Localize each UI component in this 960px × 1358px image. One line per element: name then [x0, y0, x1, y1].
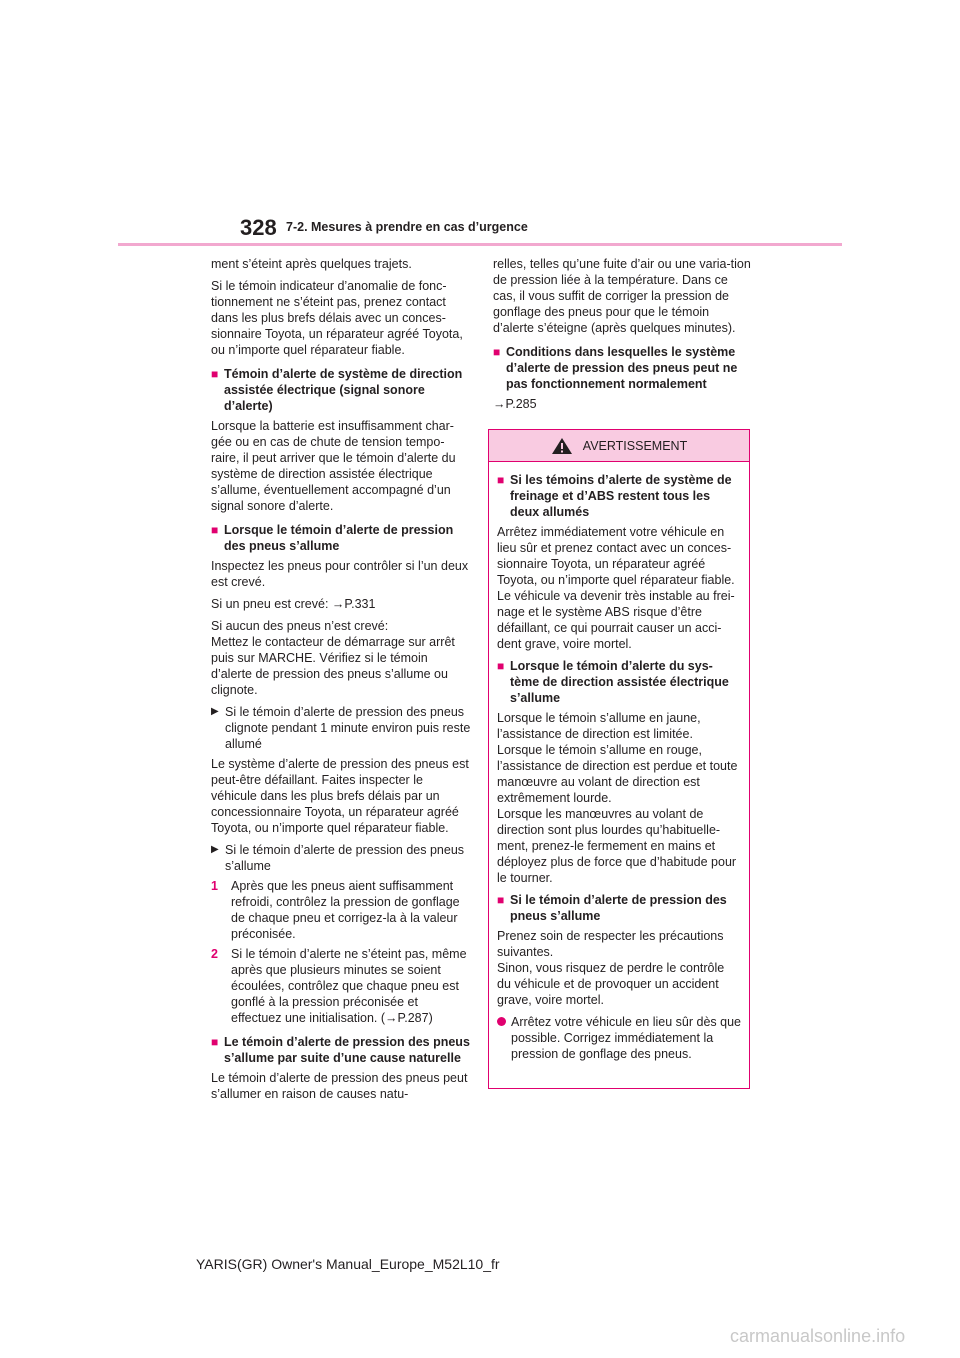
square-bullet-icon: ■	[211, 1035, 219, 1049]
arrow-item	[211, 704, 471, 752]
bullet-text: Arrêtez votre véhicule en lieu sûr dès que possible. Corrigez immédiatement la pression de gonflage des pneus.	[511, 1015, 741, 1061]
heading-text: Lorsque le témoin d’alerte de pression des pneus s’allume	[224, 523, 454, 553]
step-item	[211, 946, 471, 1026]
heading-text: Si le témoin d’alerte de pression des pneus s’allume	[510, 893, 727, 923]
heading-text: Lorsque le témoin d’alerte du sys-tème de direction assistée électrique s’allume	[510, 659, 729, 705]
heading-text: Témoin d’alerte de système de direction assistée électrique (signal sonore d’alerte)	[224, 367, 463, 413]
paragraph: Lorsque le témoin s’allume en rouge, l’assistance de direction est perdue et toute manœuvre au volant de direction est extrêmement lourde.	[497, 743, 738, 805]
step-item	[211, 878, 471, 942]
left-column	[211, 256, 471, 1108]
square-bullet-icon: ■	[211, 523, 219, 537]
paragraph: relles, telles qu’une fuite d’air ou une varia-tion de pression liée à la température. Dans ce cas, il vous suffit de corriger la pression de gonflage des pneus pour que le témoin d’alerte s’éteigne (après quelques minutes).	[493, 257, 751, 335]
paragraph: Le système d’alerte de pression des pneus est peut-être défaillant. Faites inspecter le véhicule dans les plus brefs délais par un concessionnaire Toyota, un réparateur agréé Toyota, ou n’importe quel réparateur fiable.	[211, 757, 469, 835]
header-divider	[118, 243, 842, 246]
heading-text: Le témoin d’alerte de pression des pneus s’allume par suite d’une cause naturelle	[224, 1035, 470, 1065]
section-heading	[211, 1034, 471, 1066]
arrow-right-icon: ▶	[211, 844, 219, 855]
arrow-item-text: Si le témoin d’alerte de pression des pneus clignote pendant 1 minute environ puis reste allumé	[225, 705, 471, 751]
square-bullet-icon: ■	[493, 345, 501, 359]
section-heading	[493, 344, 753, 392]
paragraph: Lorsque les manœuvres au volant de direction sont plus lourdes qu’habituelle-ment, prenez-le fermement en mains et déployez plus de force que d’habitude pour le tourner.	[497, 807, 737, 885]
arrow-item	[211, 842, 471, 874]
paragraph: Lorsque la batterie est insuffisamment char-gée ou en cas de chute de tension tempo-raire, il peut arriver que le témoin d’alerte du système de direction assistée électrique s’allume, éventuellement accompagné d’un signal sonore d’alerte.	[211, 419, 456, 513]
paragraph: Inspectez les pneus pour contrôler si l’un deux est crevé.	[211, 559, 469, 589]
paragraph: Arrêtez immédiatement votre véhicule en lieu sûr et prenez contact avec un conces-sionnaire Toyota, un réparateur agréé Toyota, ou n’importe quel réparateur fiable.	[497, 525, 735, 587]
warning-triangle-icon	[551, 437, 573, 455]
square-bullet-icon: ■	[211, 367, 219, 381]
section-heading	[211, 522, 471, 554]
right-column	[493, 256, 753, 418]
bullet-item	[497, 1014, 741, 1062]
square-bullet-icon: ■	[497, 893, 505, 907]
round-bullet-icon	[497, 1014, 511, 1062]
warning-heading	[497, 472, 741, 520]
section-heading	[211, 366, 471, 414]
step-text: Après que les pneus aient suffisamment refroidi, contrôlez la pression de gonflage de chaque pneu et corrigez-la à la valeur préconisée.	[231, 879, 460, 941]
paragraph: Prenez soin de respecter les précautions suivantes.	[497, 929, 724, 959]
warning-heading	[497, 892, 741, 924]
heading-text: Conditions dans lesquelles le système d’alerte de pression des pneus peut ne pas fonctionnement normalement	[506, 345, 738, 391]
step-number: 2	[211, 947, 218, 961]
paragraph: Si aucun des pneus n’est crevé:	[211, 619, 389, 633]
paragraph: Sinon, vous risquez de perdre le contrôle du véhicule et de provoquer un accident grave, voire mortel.	[497, 961, 725, 1007]
section-title: 7-2. Mesures à prendre en cas d’urgence	[286, 220, 528, 234]
page-reference: →P.285	[493, 397, 537, 411]
warning-heading	[497, 658, 741, 706]
warning-title: AVERTISSEMENT	[582, 438, 688, 453]
heading-text: Si les témoins d’alerte de système de freinage et d’ABS restent tous les deux allumés	[510, 473, 732, 519]
warning-box	[488, 429, 750, 1089]
arrow-right-icon: ▶	[211, 706, 219, 717]
paragraph: Lorsque le témoin s’allume en jaune, l’assistance de direction est limitée.	[497, 711, 701, 741]
square-bullet-icon: ■	[497, 659, 505, 673]
arrow-item-text: Si le témoin d’alerte de pression des pneus s’allume	[225, 843, 465, 873]
paragraph: Si le témoin indicateur d’anomalie de fonc-tionnement ne s’éteint pas, prenez contact dans les plus brefs délais avec un conces-sionnaire Toyota, un réparateur agréé Toyota, ou n’importe quel réparateur fiable.	[211, 279, 463, 357]
warning-header	[489, 430, 749, 462]
footer-text: YARIS(GR) Owner's Manual_Europe_M52L10_fr	[196, 1256, 500, 1272]
paragraph: Le véhicule va devenir très instable au frei-nage et le système ABS risque d’être défaillant, ce qui pourrait causer un acci-dent grave, voire mortel.	[497, 589, 735, 651]
watermark: carmanualsonline.info	[730, 1326, 906, 1346]
page-reference: Si un pneu est crevé: →P.331	[211, 597, 376, 611]
warning-body	[489, 462, 749, 1066]
square-bullet-icon: ■	[497, 473, 505, 487]
step-text: Si le témoin d’alerte ne s’éteint pas, même après que plusieurs minutes se soient écoulées, contrôlez que chaque pneu est gonflé à la pression préconisée et effectuez une initialisation. (→P.287)	[231, 947, 467, 1025]
paragraph: Le témoin d’alerte de pression des pneus peut s’allumer en raison de causes natu-	[211, 1071, 468, 1101]
step-number: 1	[211, 879, 218, 893]
paragraph: Mettez le contacteur de démarrage sur arrêt puis sur MARCHE. Vérifiez si le témoin d’alerte de pression des pneus s’allume ou clignote.	[211, 635, 455, 697]
page-number: 328	[240, 215, 277, 240]
paragraph: ment s’éteint après quelques trajets.	[211, 257, 412, 271]
